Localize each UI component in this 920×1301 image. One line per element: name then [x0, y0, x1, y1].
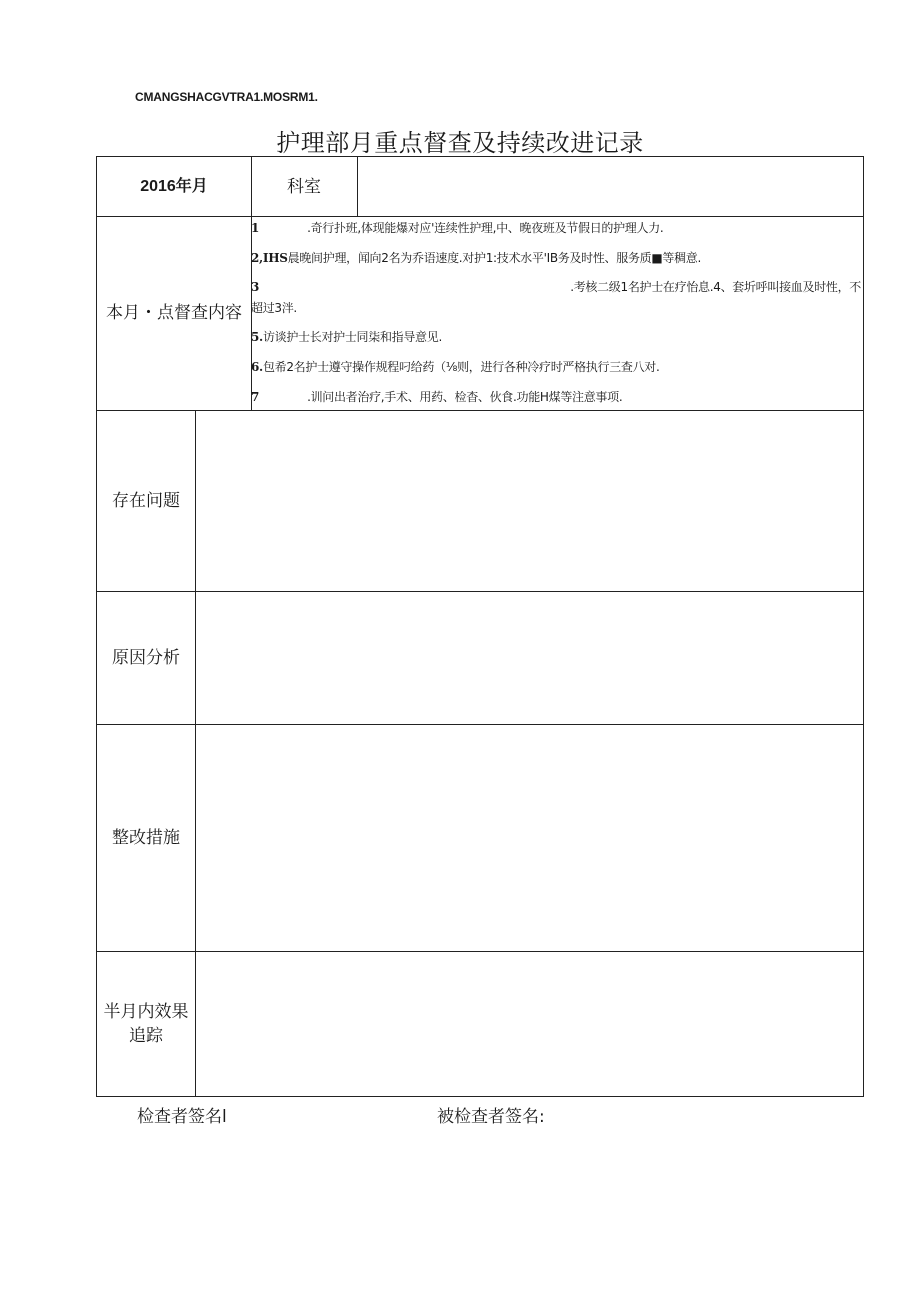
- inspection-item-3: [251, 279, 861, 296]
- item-number: 7: [251, 390, 260, 404]
- rectification-label: 整改措施: [112, 827, 180, 848]
- inspection-item-3-cont: [251, 300, 297, 317]
- inspector-signature-label: 检查者签名l: [137, 1107, 227, 1127]
- follow-up-content[interactable]: [195, 951, 863, 1096]
- item-text: 访谈护士长对护士同柒和指导意见.: [262, 330, 442, 344]
- inspection-item-5: [251, 329, 442, 346]
- inspection-content-label: 本月・点督查内容: [106, 303, 242, 323]
- item-number: 5.: [251, 330, 263, 344]
- inspection-item-1: [251, 220, 663, 237]
- item-number: 6.: [251, 360, 263, 374]
- item-text: .考核二级1名护士在疗怡息.4、套圻呼叫接血及时性，不: [570, 280, 861, 294]
- document-code: CMANGSHACGVTRA1.MOSRM1.: [135, 90, 318, 104]
- page-title: 护理部月重点督查及持续改进记录: [276, 129, 644, 157]
- follow-up-label: 半月内效果追踪: [103, 1001, 189, 1046]
- cause-analysis-label: 原因分析: [112, 647, 180, 668]
- item-number: 1: [251, 221, 260, 235]
- year-month-label: 2016年月: [140, 177, 208, 195]
- department-label: 科室: [287, 176, 321, 197]
- problems-label: 存在问题: [112, 490, 180, 511]
- cause-analysis-content[interactable]: [195, 591, 863, 724]
- inspection-item-7: [251, 389, 622, 406]
- item-number: 2,IHS: [251, 251, 288, 265]
- item-text: 晨晚间护理，闻向2名为乔语速度.对护1:技术水平'IB务及时性、服务质■等稠意.: [287, 251, 702, 265]
- item-text: 超过3泮.: [251, 301, 297, 315]
- item-text: 包希2名护士遵守操作规程叼给药（⅛则，进行各种冷疗时严格执行三查八对.: [262, 360, 660, 374]
- problems-content[interactable]: [195, 410, 863, 591]
- department-value[interactable]: [357, 157, 863, 216]
- inspected-signature-label: 被检查者签名:: [437, 1107, 545, 1127]
- item-text: .训问出者治疗,手术、用药、检杳、伙食.功能H煤等注意事项.: [307, 390, 623, 404]
- inspection-item-2: [251, 250, 701, 267]
- item-number: 3: [251, 280, 260, 294]
- rectification-content[interactable]: [195, 724, 863, 951]
- inspection-item-6: [251, 359, 660, 376]
- item-text: .奇行扑班,体现能爆对应'连续性护理,中、晚夜班及节假日的护理人力.: [307, 221, 664, 235]
- inspection-form: [96, 156, 864, 1097]
